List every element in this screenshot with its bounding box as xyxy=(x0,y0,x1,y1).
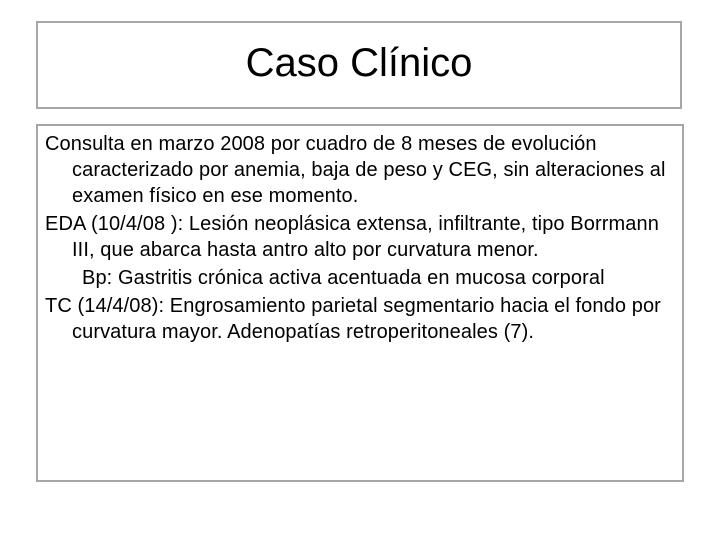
title-box xyxy=(36,21,682,109)
slide-title: Caso Clínico xyxy=(245,41,473,85)
ct-paragraph: TC (14/4/08): Engrosamiento parietal segmentario hacia el fondo por curvatura mayor. Adenopatías retroperitoneales (7). xyxy=(45,295,661,343)
biopsy-paragraph: Bp: Gastritis crónica activa acentuada en mucosa corporal xyxy=(82,267,605,289)
eda-paragraph: EDA (10/4/08 ): Lesión neoplásica extensa, infiltrante, tipo Borrmann III, que abarca hasta antro alto por curvatura menor. xyxy=(45,213,659,261)
consultation-paragraph: Consulta en marzo 2008 por cuadro de 8 meses de evolución caracterizado por anemia, baja de peso y CEG, sin alteraciones al examen físico en ese momento. xyxy=(45,133,666,207)
content-box xyxy=(36,124,684,482)
